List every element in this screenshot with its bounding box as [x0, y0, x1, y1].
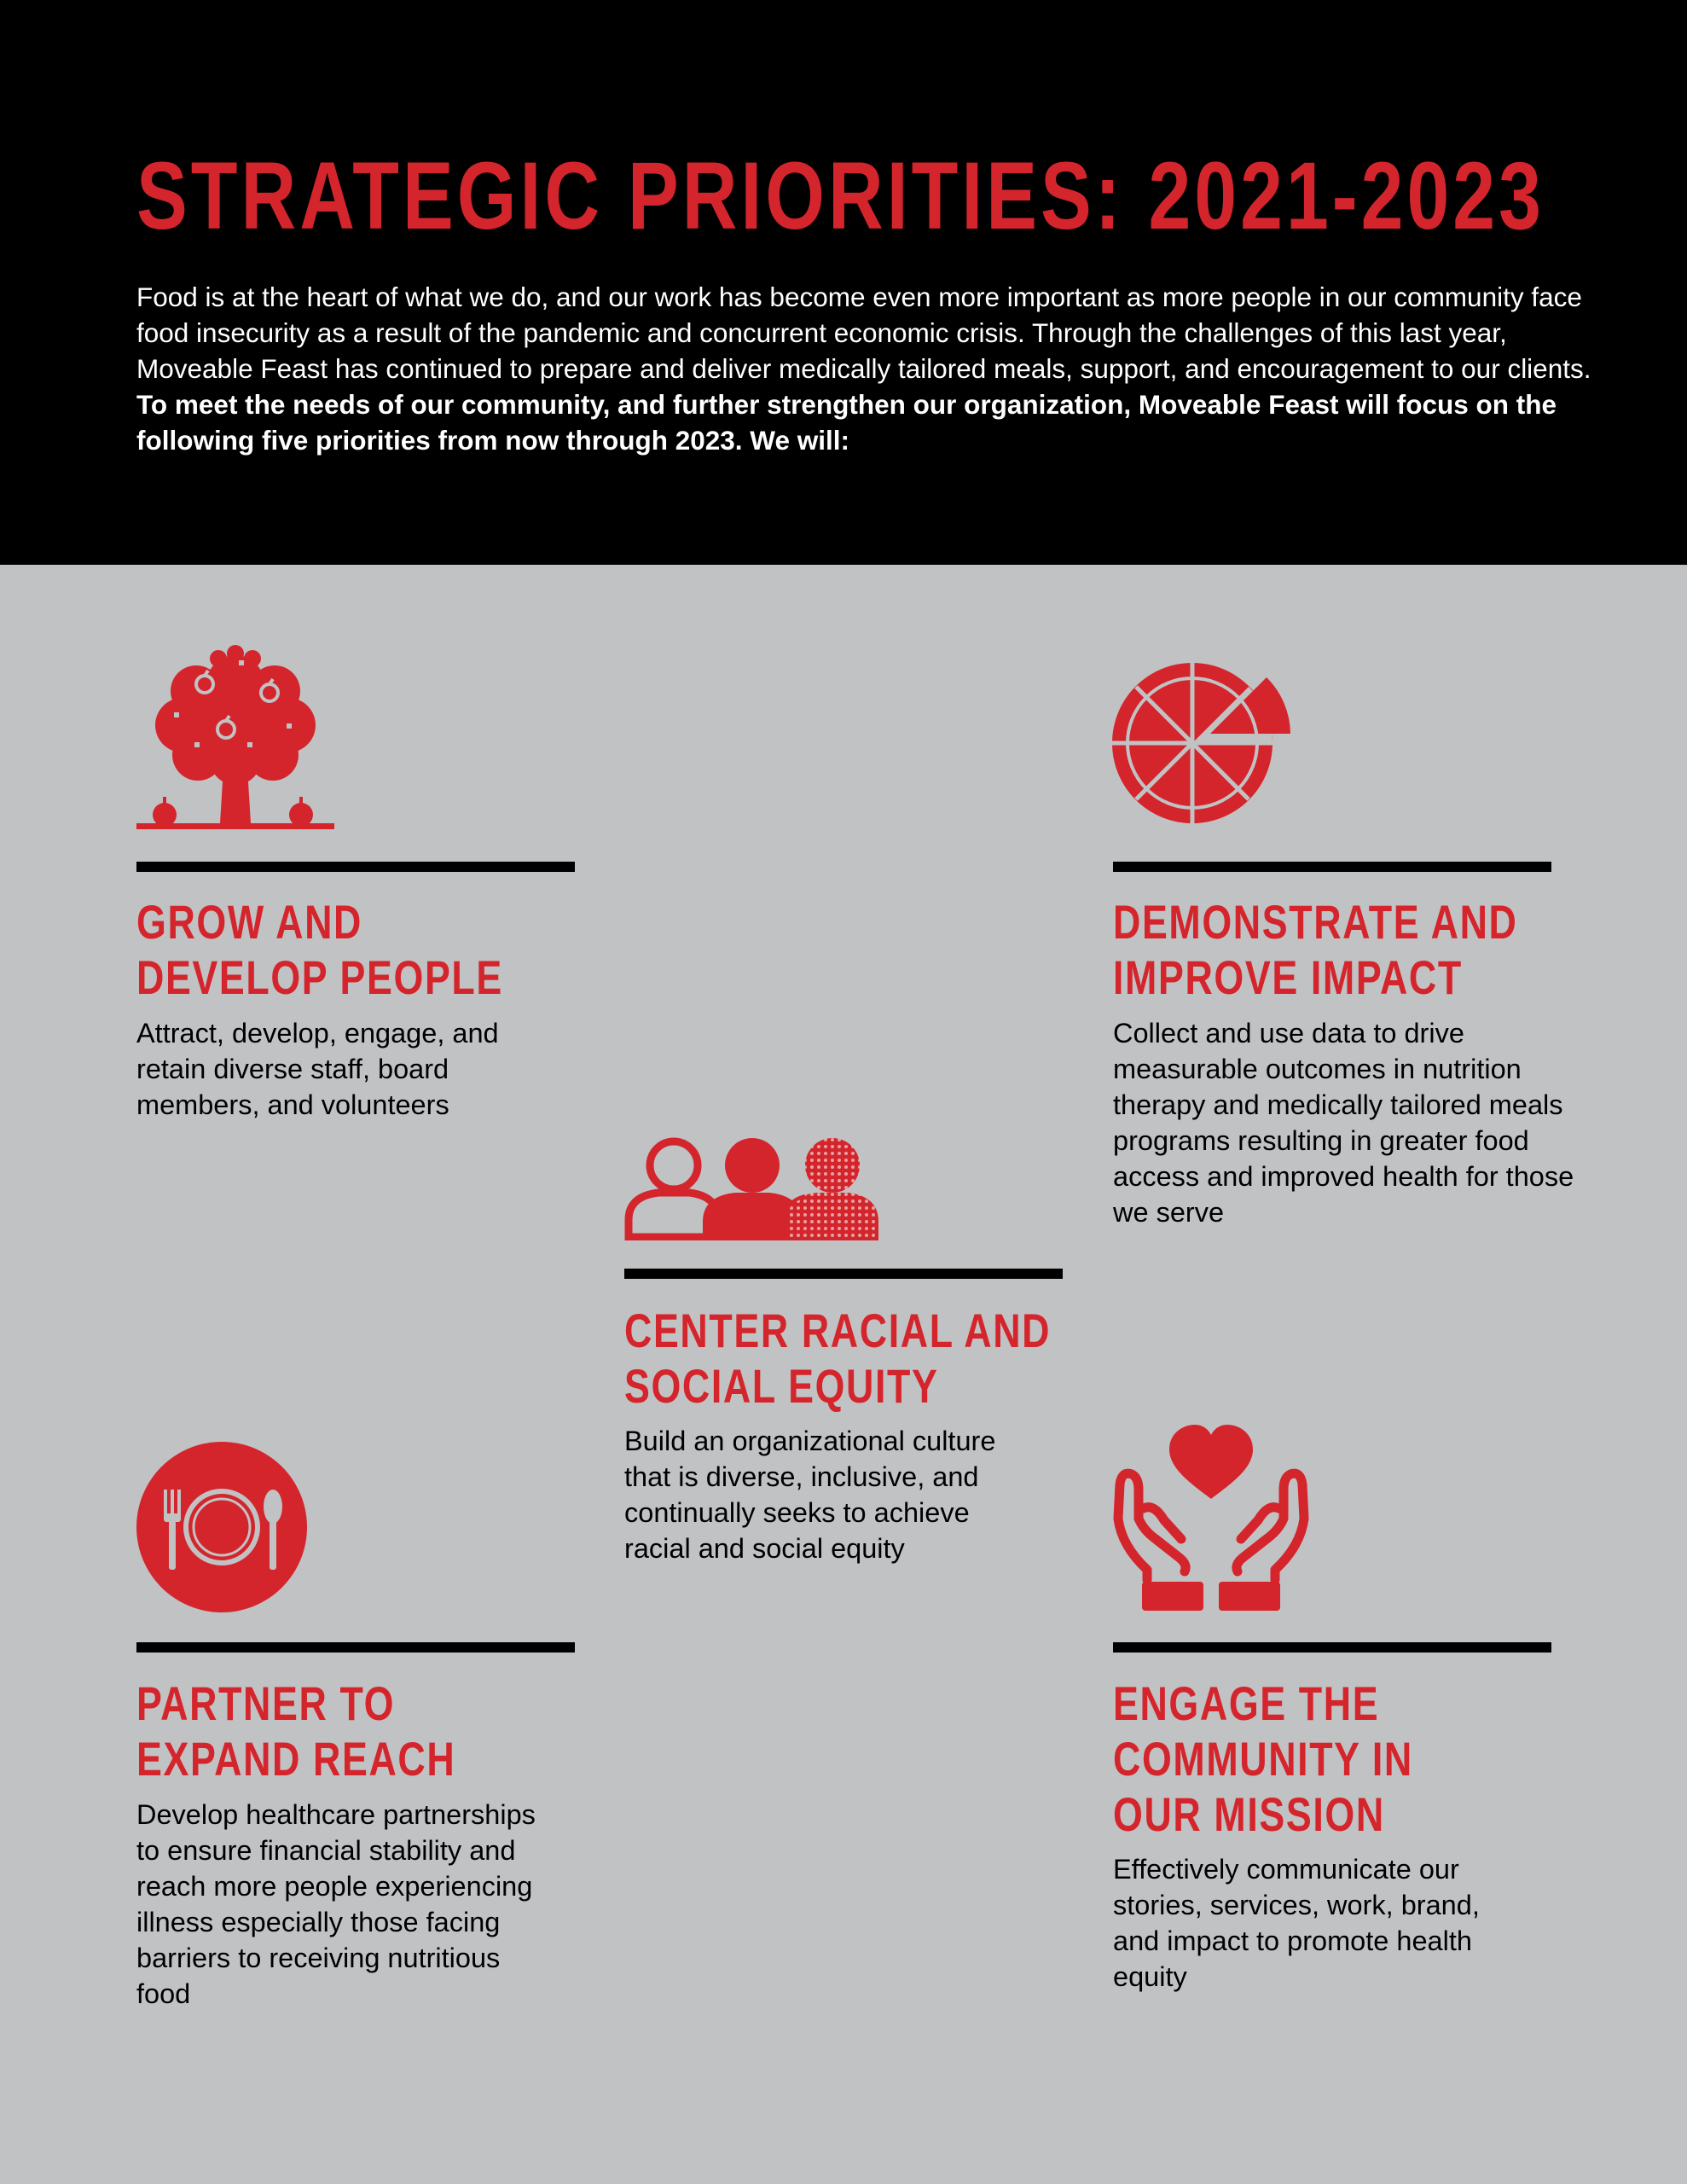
header-banner [0, 0, 1687, 565]
priority-heading-engage-community: ENGAGE THE COMMUNITY IN OUR MISSION [1113, 1676, 1413, 1841]
divider-rule [1113, 1642, 1551, 1653]
priority-heading-racial-equity: CENTER RACIAL AND SOCIAL EQUITY [624, 1304, 1052, 1413]
page-title: STRATEGIC PRIORITIES: 2021-2023 [136, 142, 1545, 249]
priority-heading-demonstrate-impact: DEMONSTRATE AND IMPROVE IMPACT [1113, 895, 1518, 1004]
priority-heading-partner-reach: PARTNER TO EXPAND REACH [136, 1676, 456, 1786]
pie-chart-icon [1111, 662, 1292, 824]
divider-rule [1113, 862, 1551, 872]
priority-heading-grow-people: GROW AND DEVELOP PEOPLE [136, 895, 503, 1004]
priority-description-racial-equity: Build an organizational culture that is diverse, inclusive, and continually seeks to achieve racial and social equity [624, 1426, 996, 1564]
intro-paragraph [136, 279, 1603, 458]
plate-utensils-icon [136, 1442, 307, 1612]
priority-description-engage-community: Effectively communicate our stories, services, work, brand, and impact to promote health equity [1113, 1854, 1480, 1992]
heart-hands-icon [1111, 1418, 1311, 1614]
people-group-icon [624, 1136, 880, 1240]
priority-description-grow-people: Attract, develop, engage, and retain diverse staff, board members, and volunteers [136, 1018, 499, 1120]
intro-bold-text: To meet the needs of our community, and further strengthen our organization, Moveable Feast will focus on the following five priorities from now through 2023. We will: [136, 389, 1557, 456]
divider-rule [624, 1269, 1063, 1279]
apple-tree-icon [136, 640, 334, 832]
divider-rule [136, 862, 575, 872]
priority-description-partner-reach: Develop healthcare partnerships to ensure financial stability and reach more people experiencing illness especially those facing barriers to receiving nutritious food [136, 1799, 536, 2009]
divider-rule [136, 1642, 575, 1653]
intro-regular-text: Food is at the heart of what we do, and our work has become even more important as more people in our community face food insecurity as a result of the pandemic and concurrent economic crisis. Through the challenges of this last year, Moveable Feast has continued to prepare and deliver medically tailored meals, support, and encouragement to our clients. [136, 282, 1591, 384]
priority-description-demonstrate-impact: Collect and use data to drive measurable outcomes in nutrition therapy and medically tailored meals programs resulting in greater food access and improved health for those we serve [1113, 1018, 1574, 1228]
